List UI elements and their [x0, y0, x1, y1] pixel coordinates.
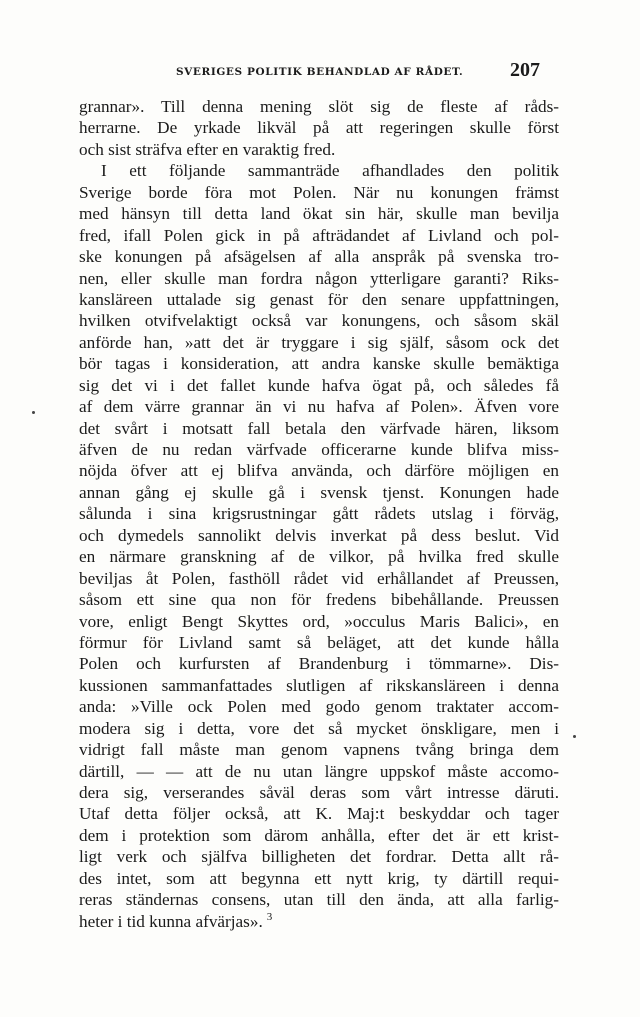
text-line: grannar». Till denna mening slöt sig de fleste af råds- [79, 97, 559, 116]
text-line: sig det vi i det fallet kunde hafva ögat på, och således få [79, 375, 559, 395]
margin-speck [32, 411, 35, 414]
text-line: anda: »Ville ock Polen med godo genom traktater accom- [79, 697, 559, 717]
text-line: af dem värre grannar än vi nu hafva af Polen». Äfven vore [79, 397, 559, 417]
text-line: vidrigt fall måste man genom vapnens tvång bringa dem [79, 740, 559, 760]
text-line: Utaf detta följer också, att K. Maj:t beskyddar och tager [79, 804, 559, 824]
text-line: därtill, — — att de nu utan längre uppskof måste accomo- [79, 761, 559, 781]
body-text [79, 96, 559, 932]
text-line: det svårt i motsatt fall betala den värfvade hären, liksom [79, 418, 559, 438]
text-line-content: heter i tid kunna afvärjas». [79, 911, 263, 931]
text-line: ske konungen på afsägelsen af alla anspråk på svenska tro- [79, 247, 559, 267]
text-line: I ett följande sammanträde afhandlades den politik [101, 161, 559, 181]
text-line: des intet, som att begynna ett nytt krig, ty därtill requi- [79, 868, 559, 888]
text-line: anförde han, »att det är tryggare i sig själf, såsom ock det [79, 332, 559, 352]
margin-speck [573, 735, 576, 738]
text-line: vore, enligt Bengt Skyttes ord, »occulus Maris Balici», en [79, 611, 559, 631]
page-number: 207 [510, 59, 540, 81]
text-line [79, 911, 559, 932]
running-title: SVERIGES POLITIK BEHANDLAD AF RÅDET. [176, 66, 464, 78]
text-line: dera sig, verserandes såväl deras som vårt intresse däruti. [79, 783, 559, 802]
text-line: modera sig i detta, vore det så mycket önskligare, men i [79, 718, 559, 738]
text-line: sålunda i sina krigsrustningar gått rådets utslag i förväg, [79, 504, 559, 524]
text-line: äfven de nu redan värfvade officerarne kunde blifva miss- [79, 440, 559, 459]
text-line: reras ständernas consens, utan till den ända, att alla farlig- [79, 890, 559, 910]
text-line: såsom ett sine qua non för fredens bibehållande. Preussen [79, 590, 559, 610]
text-line: bör tagas i konsideration, att andra kanske skulle bemäktiga [79, 354, 559, 374]
text-line: kansläreen uttalade sig genast för den senare uppfattningen, [79, 289, 559, 309]
text-line: förmur för Livland samt så beläget, att det kunde hålla [79, 632, 559, 652]
text-line: fred, ifall Polen gick in på afträdandet af Livland och pol- [79, 225, 559, 245]
text-line: nen, eller skulle man fordra någon ytterligare garanti? Riks- [79, 268, 559, 288]
text-line: dem i protektion som därom anhålla, efter det är ett krist- [79, 825, 559, 845]
text-line: och dymedels sannolikt delvis inverkat på dess beslut. Vid [79, 525, 559, 545]
text-line: ligt verk och själfva billigheten det fordrar. Detta allt rå- [79, 847, 559, 867]
text-line: annan gång ej skulle gå i svensk tjenst. Konungen hade [79, 482, 559, 502]
text-line: Sverige borde föra mot Polen. När nu konungen främst [79, 182, 559, 202]
text-line: herrarne. De yrkade likväl på att regeringen skulle först [79, 118, 559, 138]
text-line: hvilken otvifvelaktigt också var konungens, och såsom skäl [79, 311, 559, 331]
text-line: och sist sträfva efter en varaktig fred. [79, 139, 336, 159]
text-line: med hänsyn till detta land ökat sin här, skulle man bevilja [79, 204, 559, 224]
running-head [78, 59, 560, 86]
footnote-reference[interactable]: 3 [266, 910, 273, 923]
text-line: kussionen sammanfattades slutligen af rikskansläreen i denna [79, 675, 559, 695]
text-line: Polen och kurfursten af Brandenburg i tömmarne». Dis- [79, 654, 559, 674]
text-line: nöjda öfver att ej blifva använda, och därföre möjligen en [79, 461, 559, 481]
text-line: beviljas åt Polen, fasthöll rådet vid erhållandet af Preussen, [79, 568, 559, 588]
text-line: en närmare granskning af de vilkor, på hvilka fred skulle [79, 547, 559, 567]
